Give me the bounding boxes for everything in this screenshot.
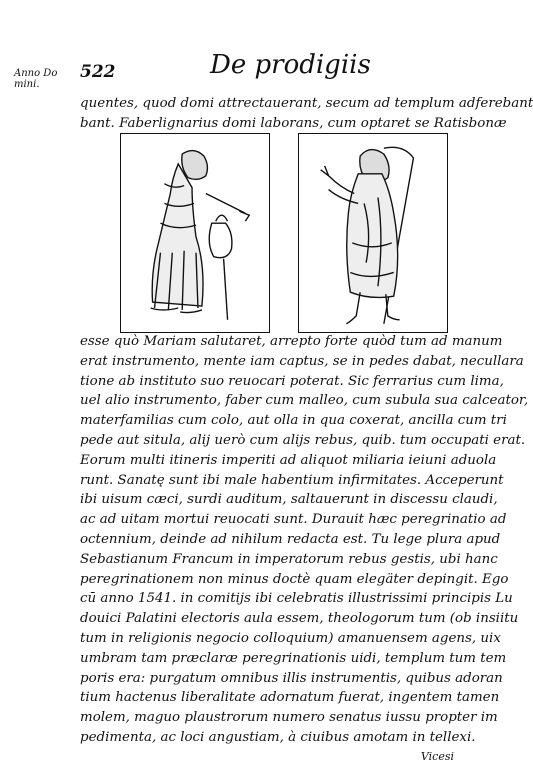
woodcut-old-woman-image (120, 133, 270, 333)
text-line: molem, maguo plaustrorum numero senatus iussu propter im (80, 710, 498, 726)
text-line: tione ab instituto suo reuocari poterat. Sic ferrarius cum lima, (80, 373, 504, 389)
text-line: douici Palatini electoris aula essem, theologorum tum (ob insiitu (80, 611, 519, 627)
text-line: pedimenta, ac loci angustiam, à ciuibus amotam in tellexi. (80, 729, 476, 745)
text-line: Eorum multi itineris imperiti ad aliquot miliaria ieiuni aduola (80, 452, 497, 468)
text-line: tum in religionis negocio colloquium) amanuensem agens, uix (80, 630, 501, 646)
old-woman-figure-icon (121, 134, 269, 332)
text-line: quentes, quod domi attrectauerant, secum ad templum adferebant (80, 96, 533, 111)
text-line: erat instrumento, mente iam captus, se in pedes dabat, necullara (80, 353, 524, 369)
text-line: ac ad uitam mortui reuocati sunt. Durauit hæc peregrinatio ad (80, 512, 507, 528)
running-title: De prodigiis (210, 50, 371, 80)
text-line: bant. Faberlignarius domi laborans, cum optaret se Ratisbonæ (80, 115, 507, 131)
text-line: pede aut situla, alij uerò cum alijs rebus, quib. tum occupati erat. (80, 432, 526, 448)
text-line: ibi uisum cæci, surdi auditum, saltauerunt in discessu claudi, (80, 492, 498, 508)
woodcut-pilgrim-image (298, 133, 448, 333)
text-line: runt. Sanatę sunt ibi male habentium infirmitates. Acceperunt (80, 472, 504, 488)
main-text-block (80, 332, 529, 748)
page-number: 522 (80, 62, 116, 82)
text-line: poris era: purgatum omnibus illis instrumentis, quibus adoran (80, 670, 503, 686)
margin-note (14, 68, 57, 90)
text-line: tium hactenus liberalitate adornatum fuerat, ingentem tamen (80, 690, 500, 706)
text-line: esse quò Mariam salutaret, arrepto forte quòd tum ad manum (80, 334, 503, 349)
text-line: cū anno 1541. in comitijs ibi celebratis illustrissimi principis Lu (80, 591, 513, 607)
text-line: materfamilias cum colo, aut olla in qua coxerat, ancilla cum tri (80, 413, 507, 429)
margin-note-line-1: Anno Do (14, 68, 58, 79)
text-line: umbram tam præclaræ peregrinationis uidi, templum tum tem (80, 650, 507, 666)
text-line: peregrinationem non minus doctè quam elegäter depingit. Ego (80, 571, 509, 587)
text-line: octennium, deinde ad nihilum redacta est. Tu lege plura apud (80, 531, 501, 547)
margin-note-line-2: mini. (14, 79, 40, 90)
catchword: Vicesi (420, 750, 454, 763)
text-line: Sebastianum Francum in imperatorum rebus gestis, ubi hanc (80, 551, 498, 567)
text-line: uel alio instrumento, faber cum malleo, cum subula sua calceator, (80, 393, 529, 409)
top-text-block (80, 94, 533, 134)
pilgrim-figure-icon (299, 134, 447, 332)
